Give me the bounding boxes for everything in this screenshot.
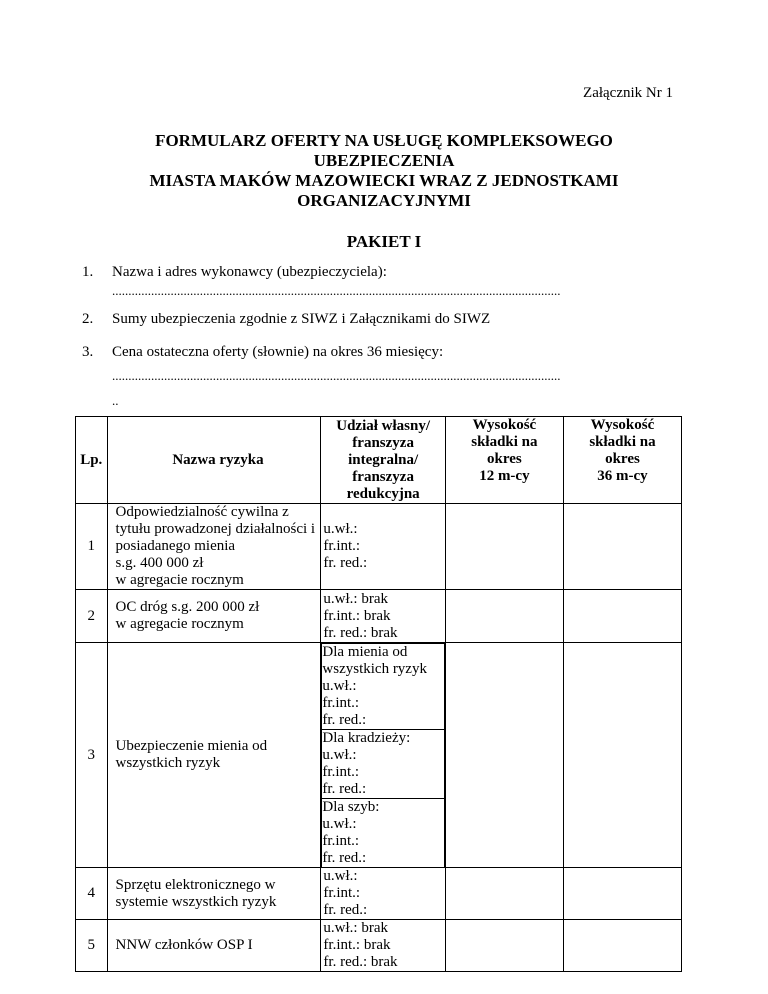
risk-table	[75, 416, 682, 972]
row-lp: 4	[76, 868, 108, 920]
row-lp: 1	[76, 504, 108, 590]
item-text: Cena ostateczna oferty (słownie) na okres 36 miesięcy:	[112, 344, 444, 360]
row-deductible	[321, 590, 445, 643]
risk-line: systemie wszystkich ryzyk	[115, 893, 277, 910]
risk-line: tytułu prowadzonej działalności i	[115, 521, 316, 537]
row-deductible	[321, 504, 445, 590]
ded-line: Dla szyb:	[322, 799, 380, 815]
table-row	[76, 643, 682, 868]
list-item-3	[82, 344, 443, 361]
ded-line: fr. red.:	[322, 712, 367, 728]
header-line: składki na	[471, 434, 538, 450]
ded-line: fr. red.: brak	[323, 624, 398, 641]
row-lp: 3	[76, 643, 108, 868]
ded-line: fr.int.: brak	[323, 607, 391, 624]
item-text: Nazwa i adres wykonawcy (ubezpieczyciela):	[112, 264, 387, 280]
title-line: ORGANIZACYJNYMI	[297, 191, 471, 210]
row-premium-36-cell[interactable]	[563, 920, 681, 972]
ded-line: wszystkich ryzyk	[322, 661, 427, 677]
row-lp: 2	[76, 590, 108, 643]
risk-line: wszystkich ryzyk	[115, 755, 221, 771]
form-title	[0, 131, 768, 211]
ded-line: u.wł.: brak	[323, 920, 388, 936]
header-line: integralna/	[348, 451, 419, 468]
header-lp: Lp.	[76, 417, 108, 504]
ded-line: u.wł.:	[323, 868, 358, 884]
dotted-fill-line: ..........................................................................................................................................	[112, 368, 561, 383]
row-risk-name	[107, 920, 321, 972]
list-item-2	[82, 311, 490, 328]
ded-line: fr.int.: brak	[323, 937, 391, 953]
risk-line: OC dróg s.g. 200 000 zł	[115, 599, 260, 615]
ded-line: Dla kradzieży:	[322, 730, 411, 746]
row-risk-name	[107, 643, 321, 868]
item-number: 3.	[82, 344, 94, 360]
row-deductible	[321, 920, 445, 972]
ded-line: u.wł.:	[322, 747, 357, 763]
table-header-row	[76, 417, 682, 504]
ded-line: fr.int.:	[322, 833, 360, 849]
title-line: FORMULARZ OFERTY NA USŁUGĘ KOMPLEKSOWEGO	[155, 131, 613, 150]
title-line: MIASTA MAKÓW MAZOWIECKI WRAZ Z JEDNOSTKAMI	[149, 171, 619, 190]
header-deductible	[321, 417, 445, 504]
table-row	[76, 504, 682, 590]
ded-line: fr. red.: brak	[323, 954, 398, 970]
ded-line: fr. red.:	[323, 555, 368, 571]
ded-line: fr. red.:	[322, 850, 367, 866]
ded-line: fr. red.:	[322, 781, 367, 797]
header-line: okres	[605, 451, 640, 467]
row-lp: 5	[76, 920, 108, 972]
ded-subcell	[322, 644, 444, 730]
risk-line: Odpowiedzialność cywilna z	[115, 504, 289, 520]
row-premium-36-cell[interactable]	[563, 868, 681, 920]
ded-subcell	[322, 730, 444, 799]
row-premium-36-cell[interactable]	[563, 643, 681, 868]
item-text: Sumy ubezpieczenia zgodnie z SIWZ i Załącznikami do SIWZ	[112, 311, 491, 327]
dotted-fill-line: ..........................................................................................................................................	[112, 283, 561, 298]
header-risk-name: Nazwa ryzyka	[107, 417, 321, 504]
ded-line: fr. red.:	[323, 902, 368, 918]
ded-line: u.wł.:	[323, 521, 358, 537]
risk-line: Sprzętu elektronicznego w	[115, 876, 276, 893]
header-line: Wysokość	[590, 417, 655, 433]
risk-line: posiadanego mienia	[115, 538, 236, 554]
row-deductible	[321, 868, 445, 920]
table-row	[76, 920, 682, 972]
header-line: franszyza	[352, 434, 414, 451]
row-premium-12-cell[interactable]	[445, 920, 563, 972]
risk-line: NNW członków OSP I	[115, 937, 253, 953]
package-heading: PAKIET I	[346, 232, 422, 251]
row-premium-12-cell[interactable]	[445, 868, 563, 920]
ded-line: fr.int.:	[322, 764, 360, 780]
header-line: składki na	[589, 434, 656, 450]
table-row	[76, 590, 682, 643]
row-premium-36-cell[interactable]	[563, 590, 681, 643]
risk-line: w agregacie rocznym	[115, 572, 244, 588]
table-row	[76, 868, 682, 920]
header-premium-12	[445, 417, 563, 504]
annex-label: Załącznik Nr 1	[583, 85, 673, 101]
row-premium-12-cell[interactable]	[445, 504, 563, 590]
item-number: 1.	[82, 264, 94, 280]
header-premium-36	[563, 417, 681, 504]
item-number: 2.	[82, 311, 94, 327]
list-item-1	[82, 264, 387, 281]
risk-line: s.g. 400 000 zł	[115, 555, 204, 571]
dotted-fill-short: ..	[112, 393, 119, 408]
row-premium-36-cell[interactable]	[563, 504, 681, 590]
row-risk-name	[107, 590, 321, 643]
title-line: UBEZPIECZENIA	[313, 151, 455, 170]
ded-line: u.wł.:	[322, 678, 357, 694]
header-line: Wysokość	[472, 417, 537, 433]
header-line: franszyza	[352, 468, 414, 485]
ded-line: fr.int.:	[323, 885, 361, 901]
risk-line: Ubezpieczenie mienia od	[115, 738, 268, 754]
ded-subcell	[322, 799, 444, 868]
header-line: 12 m-cy	[479, 468, 530, 484]
deductible-subtable	[321, 643, 444, 867]
ded-line: u.wł.: brak	[323, 590, 388, 607]
header-line: redukcyjna	[346, 485, 420, 502]
row-risk-name	[107, 868, 321, 920]
row-premium-12-cell[interactable]	[445, 590, 563, 643]
row-risk-name	[107, 504, 321, 590]
row-premium-12-cell[interactable]	[445, 643, 563, 868]
ded-line: u.wł.:	[322, 816, 357, 832]
ded-line: fr.int.:	[322, 695, 360, 711]
header-line: 36 m-cy	[597, 468, 648, 484]
header-line: okres	[487, 451, 522, 467]
ded-line: fr.int.:	[323, 538, 361, 554]
row-deductible	[321, 643, 445, 868]
header-line: Udział własny/	[336, 417, 431, 434]
risk-line: w agregacie rocznym	[115, 616, 244, 632]
ded-line: Dla mienia od	[322, 644, 408, 660]
